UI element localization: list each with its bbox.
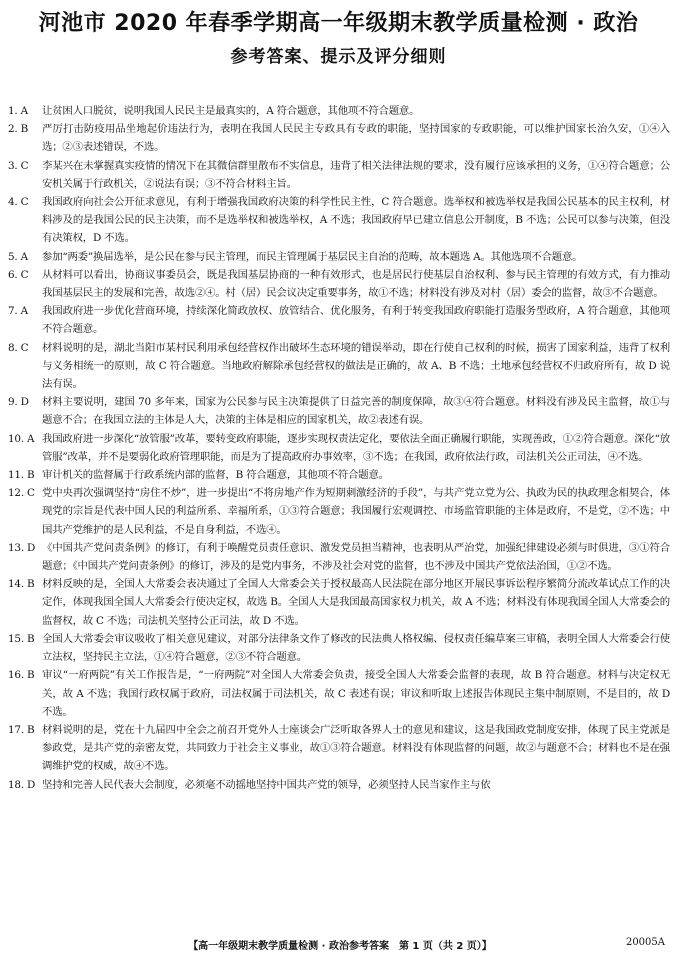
answer-item	[8, 666, 670, 721]
answer-explanation: 我国政府向社会公开征求意见，有利于增强我国政府决策的科学性民主性，C 符合题意。选举权和被选举权是我国公民基本的民主权利，材料涉及的是我国公民的民主决策，而不是选举权和被选举权，A 不选；我国政府早已建立信息公开制度，B 不选；公民可以参与决策，但没有决策权，D 不选。	[42, 196, 670, 245]
answer-item	[8, 575, 670, 630]
answer-explanation: 我国政府进一步深化“放管服”改革，要转变政府职能，逐步实现权责法定化，要依法全面正确履行职能，实现善政，①②符合题意。深化“放管服”改革，并不是要弱化政府管理职能，而是为了提高政府办事效率，③不选；在我国，政府依法行政，司法机关公正司法，④不选。	[42, 432, 670, 463]
answer-explanation: 《中国共产党问责条例》的修订，有利于唤醒党员责任意识、激发党员担当精神，也表明从严治党，加强纪律建设必须与时俱进，③①符合题意；《中国共产党问责条例》的修订，涉及的是党内事务，不涉及社会对党的监督，也不涉及中国共产党依法治国，①②不选。	[42, 541, 670, 573]
answer-explanation: 材料反映的是，全国人大常委会表决通过了全国人大常委会关于授权最高人民法院在部分地区开展民事诉讼程序繁简分流改革试点工作的决定作，体现我国全国人大常委会行使决定权，故选 B。全国人大是我国最高国家权力机关，故 A 不选；材料没有体现我国全国人大常委会的监督权，故 C 不选；司法机关坚持公正司法，故 D 不选。	[42, 578, 670, 627]
answer-number: 5. A	[8, 250, 28, 263]
answer-number: 6. C	[8, 268, 29, 281]
answer-item	[8, 248, 670, 266]
footer	[0, 937, 677, 953]
answer-number: 8. C	[8, 341, 29, 354]
answer-item	[8, 393, 670, 429]
answer-number: 4. C	[8, 196, 29, 209]
page-title: 河池市 2020 年春季学期高一年级期末教学质量检测 · 政治	[38, 11, 639, 36]
answer-explanation: 参加“两委”换届选举，是公民在参与民主管理，而民主管理属于基层民主自治的范畴，故本题选 A。其他选项不合题意。	[42, 250, 583, 263]
answer-item	[8, 466, 670, 484]
answer-number: 10. A	[8, 432, 35, 445]
answer-explanation: 材料主要说明，建国 70 多年来，国家为公民参与民主决策提供了日益完善的制度保障，故③④符合题意。材料没有涉及民主监督，故①与题意不合；在我国立法的主体是人大，决策的主体是相应的国家机关，故②表述有误。	[42, 396, 670, 427]
answer-explanation: 我国政府进一步优化营商环境，持续深化简政放权、放管结合、优化服务，有利于转变我国政府职能打造服务型政府，A 符合题意，其他项不符合题意。	[42, 305, 670, 336]
answer-explanation: 让贫困人口脱贫，说明我国人民民主是最真实的，A 符合题意，其他项不符合题意。	[42, 105, 420, 117]
answer-item	[8, 430, 670, 466]
answer-number: 15. B	[8, 632, 35, 645]
answer-item	[8, 157, 670, 193]
answer-number: 11. B	[8, 469, 35, 482]
answer-item	[8, 302, 670, 338]
answer-explanation: 审计机关的监督属于行政系统内部的监督，B 符合题意，其他项不符合题意。	[42, 469, 389, 482]
answer-explanation: 材料说明的是，党在十九届四中全会之前召开党外人士座谈会广泛听取各界人士的意见和建议，这是我国政党制度安排，体现了民主党派是参政党，是共产党的亲密友党，共同致力于社会主义事业，故①③符合题意。材料没有体现监督的问题，故②与题意不合；材料也不是在强调维护党的权威，故④不选。	[42, 723, 670, 773]
answer-number: 3. C	[8, 159, 29, 172]
answer-explanation: 李某兴在未掌握真实疫情的情况下在其微信群里散布不实信息，违背了相关法律法规的要求，没有履行应该承担的义务，①④符合题意；公安机关属于行政机关，②说法有误；③不符合材料主旨。	[42, 159, 670, 190]
answer-number: 18. D	[8, 778, 36, 791]
answer-number: 12. C	[8, 487, 35, 500]
answer-number: 2. B	[8, 123, 29, 136]
answer-item	[8, 776, 670, 794]
answer-number: 14. B	[8, 578, 35, 591]
footer-page-info: 【高一年级期末教学质量检测 · 政治参考答案 第 1 页（共 2 页）】	[188, 941, 492, 952]
answer-item	[8, 721, 670, 776]
answer-item	[8, 193, 670, 248]
answer-number: 7. A	[8, 305, 28, 318]
answer-number: 13. D	[8, 541, 36, 554]
answer-number: 1. A	[8, 105, 28, 117]
answer-list	[8, 102, 670, 794]
answer-item	[8, 266, 670, 302]
answer-item	[8, 102, 670, 120]
answer-explanation: 坚持和完善人民代表大会制度，必须毫不动摇地坚持中国共产党的领导，必须坚持人民当家作主与依	[42, 778, 491, 791]
answer-explanation: 材料说明的是，湖北当阳市某村民利用承包经营权作出破坏生态环境的错误举动，即在行使自己权利的时候，损害了国家利益，违背了权利与义务相统一的原则，故 C 符合题意。当地政府解除承包经营权的做法是正确的，故 A、B 不选；土地承包经营权不归政府所有，故 D 说法有误。	[42, 341, 670, 391]
answer-item	[8, 630, 670, 666]
answer-item	[8, 339, 670, 394]
answer-item	[8, 120, 670, 156]
page-subtitle: 参考答案、提示及评分细则	[230, 47, 447, 67]
answer-number: 9. D	[8, 396, 29, 409]
answer-number: 17. B	[8, 723, 35, 736]
footer-code: 20005A	[625, 937, 665, 948]
answer-explanation: 严厉打击防疫用品坐地起价违法行为，表明在我国人民民主专政具有专政的职能，坚持国家的专政职能，可以维护国家长治久安，①④入选；②③表述错误，不选。	[42, 123, 670, 154]
answer-item	[8, 539, 670, 575]
answer-item	[8, 484, 670, 539]
answer-explanation: 审议“一府两院”有关工作报告是，“一府两院”对全国人大常委会负责，接受全国人大常委会监督的表现，故 B 符合题意。材料与决定权无关，故 A 不选；我国行政权属于政府，司法权属于司法机关，故 C 表述有误；审议和听取上述报告体现民主集中制原则，不是目的，故 D 不选。	[42, 669, 670, 718]
answer-explanation: 从材料可以看出，协商议事委员会，既是我国基层协商的一种有效形式，也是居民行使基层自治权利、参与民主管理的有效方式，有力推动我国基层民主的发展和完善，故选②④。村（居）民会议决定重要事务，故①不选；材料没有涉及对村（居）委会的监督，故③不合题意。	[42, 268, 670, 300]
answer-explanation: 全国人大常委会审议吸收了相关意见建议，对部分法律条文作了修改的民法典人格权编、侵权责任编草案三审稿，表明全国人大常委会行使立法权，坚持民主立法，①④符合题意，②③不符合题意。	[42, 632, 670, 664]
answer-explanation: 党中央再次强调坚持“房住不炒”，进一步提出“不将房地产作为短期刺激经济的手段”，与共产党立党为公、执政为民的执政理念相契合，体现党的宗旨是代表中国人民的利益所系、幸福所系，①③符合题意；我国履行宏观调控、市场监管职能的主体是政府，不是党，②不选；中国共产党维护的是人民利益，不是自身利益，不选④。	[42, 487, 670, 536]
answer-number: 16. B	[8, 669, 35, 682]
